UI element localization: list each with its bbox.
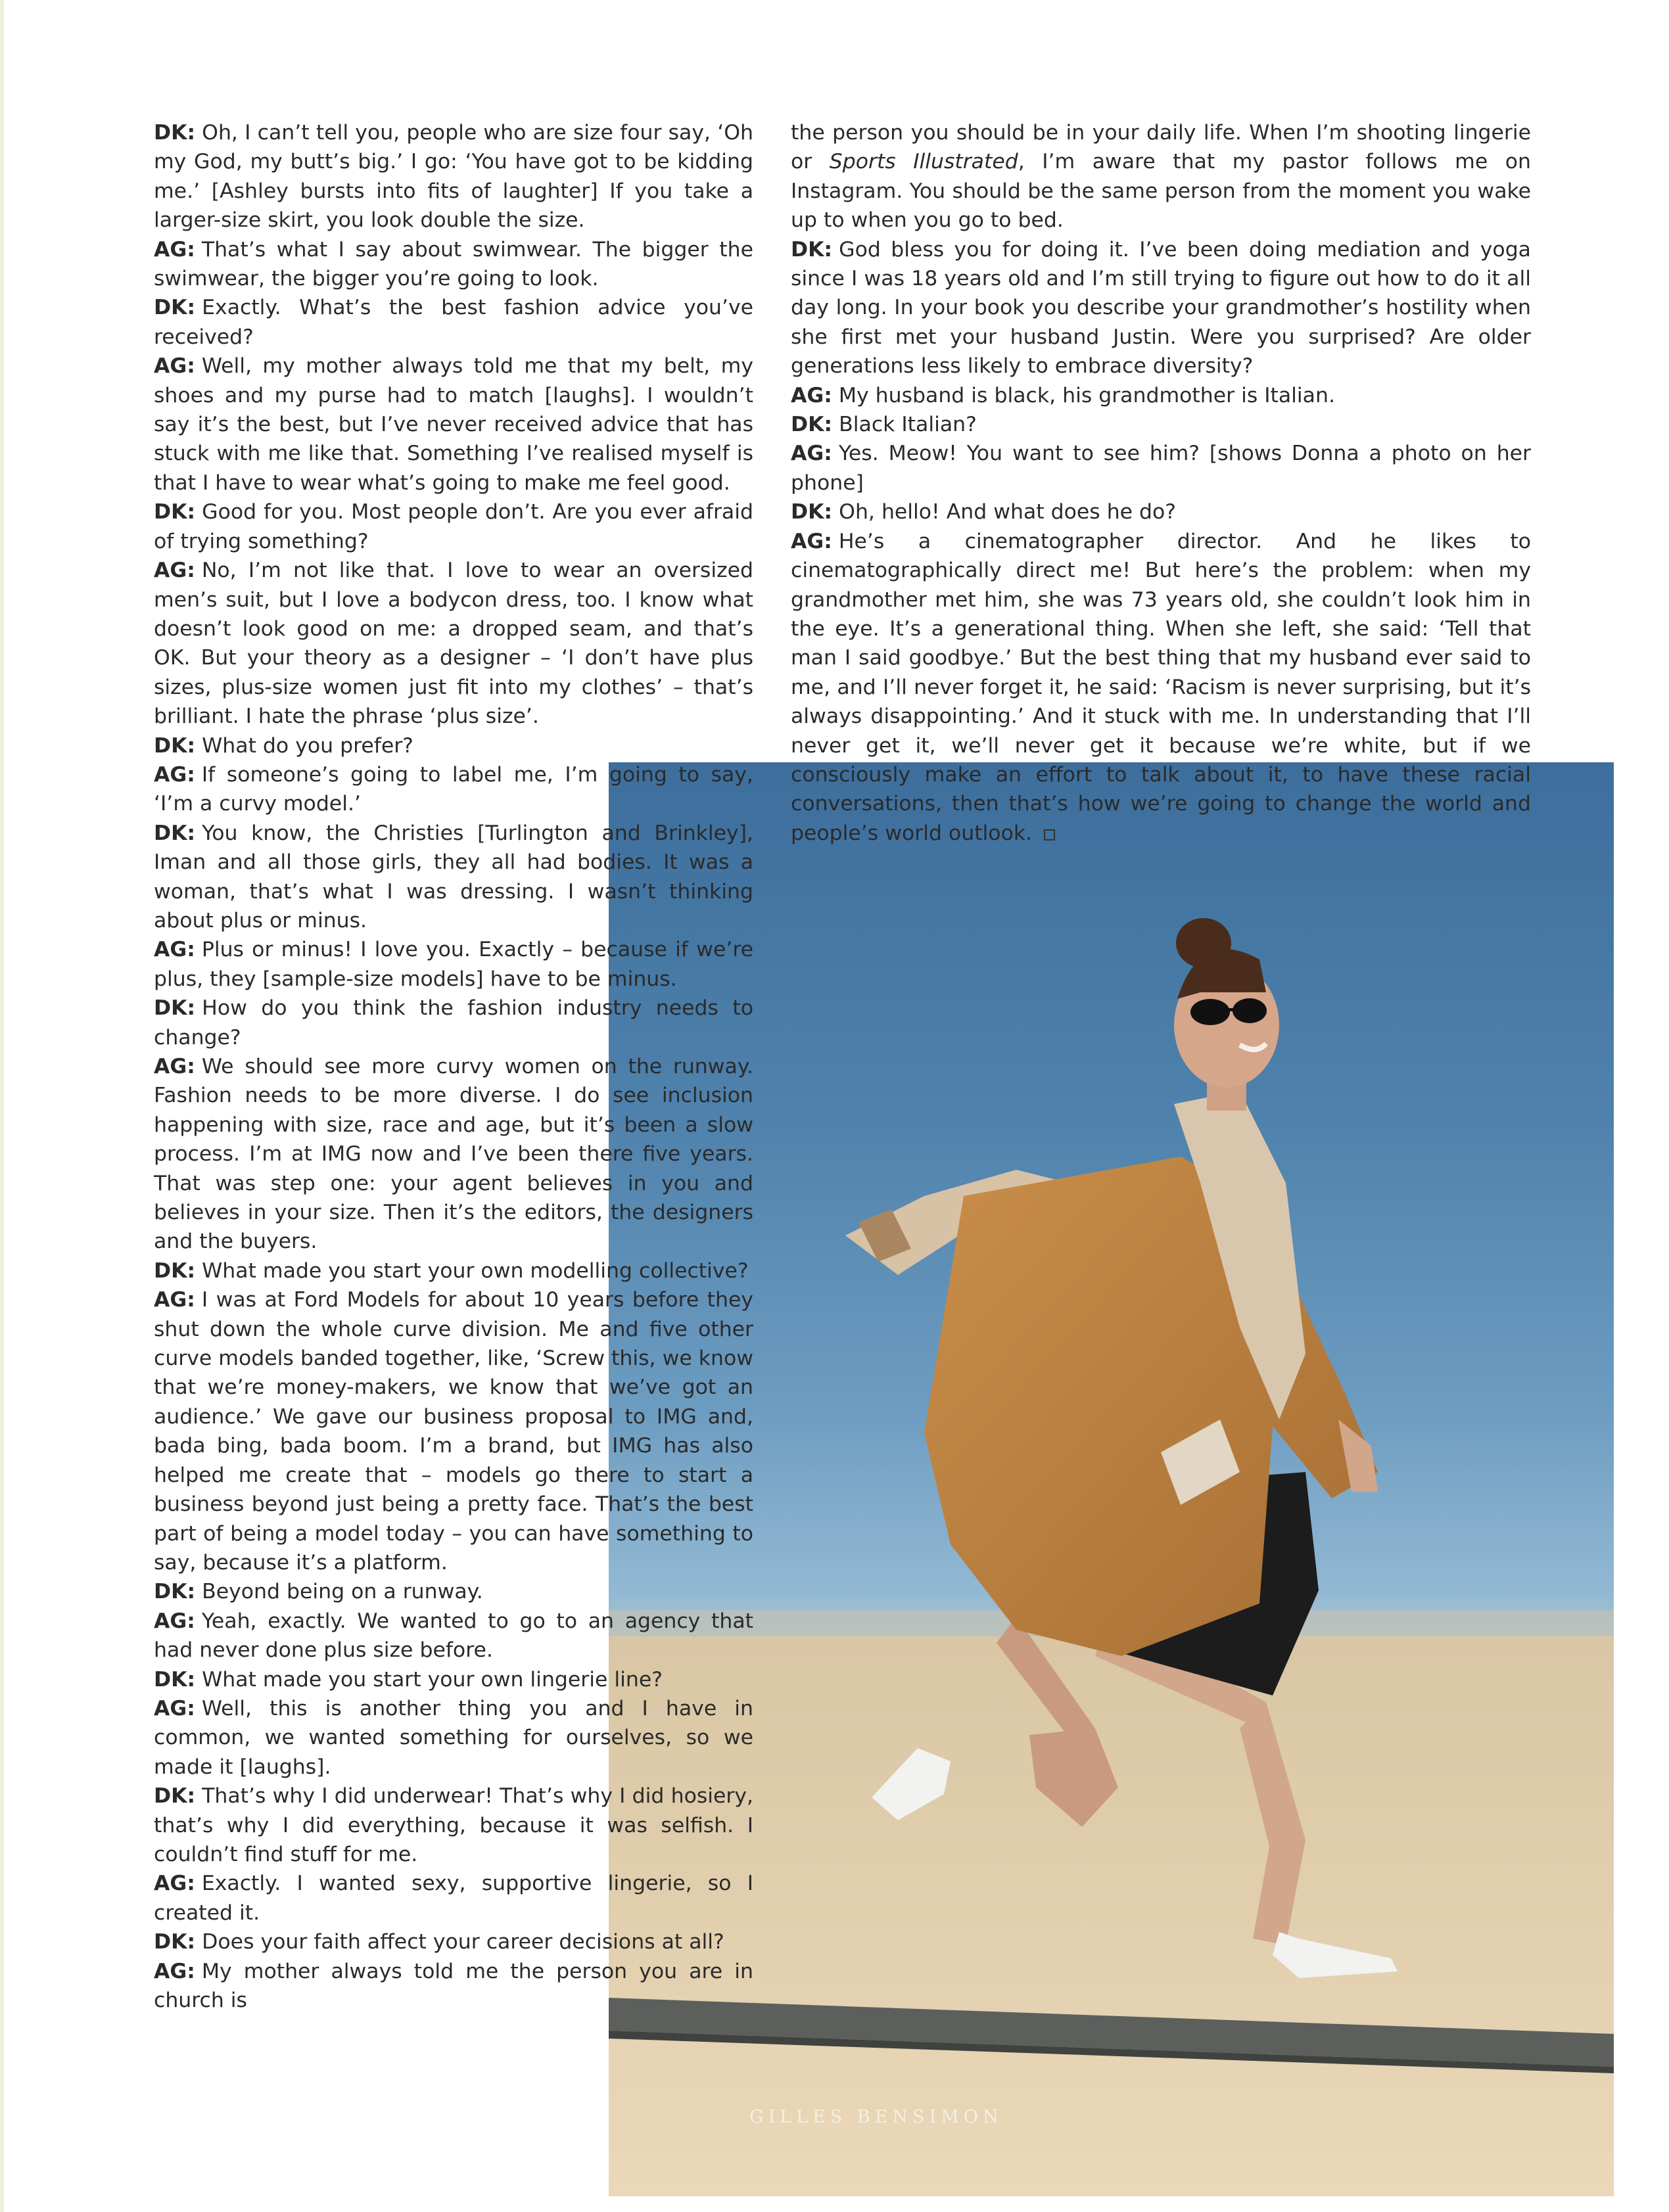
exchange-text: How do you think the fashion industry needs to change? <box>154 996 753 1049</box>
interview-exchange <box>791 381 1531 410</box>
exchange-text: Exactly. What’s the best fashion advice you’ve received? <box>154 296 753 349</box>
exchange-text: God bless you for doing it. I’ve been doing mediation and yoga since I was 18 years old and I’m still trying to figure out how to do it all day long. In your book you describe your grandmother’s hostility when she first met your husband Justin. Were you surprised? Are older generations less likely to embrace diversity? <box>791 237 1531 379</box>
photo-illustration <box>609 762 1614 2196</box>
exchange-text: If someone’s going to label me, I’m going to say, ‘I’m a curvy model.’ <box>154 762 753 816</box>
speaker-label: AG: <box>154 762 195 787</box>
continued-answer: the person you should be in your daily life. When I’m shooting lingerie or Sports Illustrated, I’m aware that my pastor follows me on Instagram. You should be the same person from the moment you wake up to when you go to bed. <box>791 121 1531 233</box>
exchange-text: Beyond being on a runway. <box>202 1580 483 1604</box>
exchange-text: What made you start your own lingerie line? <box>202 1667 663 1692</box>
exchange-text: Yeah, exactly. We wanted to go to an agency that had never done plus size before. <box>154 1609 753 1663</box>
speaker-label: DK: <box>154 1667 196 1692</box>
interview-exchange <box>154 731 753 760</box>
speaker-label: AG: <box>154 1872 195 1896</box>
interview-exchange <box>791 497 1531 526</box>
interview-exchange <box>154 935 753 994</box>
end-of-article-mark <box>1044 829 1055 841</box>
speaker-label: DK: <box>154 1930 196 1954</box>
exchange-text: Does your faith affect your career decisions at all? <box>202 1930 724 1954</box>
interview-exchange <box>154 1957 753 2016</box>
interview-right-column <box>791 118 1531 848</box>
interview-left-column <box>154 118 753 2015</box>
exchange-text: Black Italian? <box>839 413 977 437</box>
interview-exchange <box>791 527 1531 848</box>
interview-exchange <box>154 1927 753 1956</box>
page-edge <box>0 0 4 2212</box>
interview-exchange <box>154 1782 753 1869</box>
interview-exchange <box>154 1607 753 1665</box>
speaker-label: DK: <box>154 296 196 320</box>
interview-exchange <box>154 293 753 352</box>
photo-credit: GILLES BENSIMON <box>749 2107 1003 2127</box>
speaker-label: DK: <box>791 237 833 262</box>
speaker-label: AG: <box>791 529 832 553</box>
interview-exchange <box>154 118 753 235</box>
speaker-label: DK: <box>154 821 196 845</box>
exchange-text: We should see more curvy women on the runway. Fashion needs to be more diverse. I do see inclusion happening with size, race and age, but it’s been a slow process. I’m at IMG now and I’ve been there five years. That was step one: your agent believes in you and believes in your size. Then it’s the editors, the designers and the buyers. <box>154 1055 753 1254</box>
right-column-exchanges <box>791 235 1531 848</box>
speaker-label: AG: <box>154 1055 195 1078</box>
interview-exchange <box>154 1052 753 1256</box>
interview-exchange <box>154 760 753 819</box>
interview-exchange <box>154 1869 753 1927</box>
interview-exchange <box>791 235 1531 381</box>
interview-exchange <box>154 1285 753 1577</box>
interview-exchange <box>154 235 753 294</box>
interview-exchange <box>154 1577 753 1606</box>
interview-exchange <box>154 497 753 556</box>
speaker-label: AG: <box>154 354 195 379</box>
speaker-label: DK: <box>154 121 196 145</box>
exchange-text: Yes. Meow! You want to see him? [shows Donna a photo on her phone] <box>791 442 1531 495</box>
exchange-text: Oh, I can’t tell you, people who are size four say, ‘Oh my God, my butt’s big.’ I go: ‘You have got to be kidding me.’ [Ashley bursts into fits of laughter] If you take a larger-size skirt, you look double the size. <box>154 121 753 233</box>
exchange-text: No, I’m not like that. I love to wear an oversized men’s suit, but I love a bodycon dress, too. I know what doesn’t look good on me: a dropped seam, and that’s OK. But your theory as a designer – ‘I don’t have plus sizes, plus-size women just fit into my clothes’ – that’s brilliant. I hate the phrase ‘plus size’. <box>154 559 753 729</box>
interview-exchange <box>791 439 1531 497</box>
speaker-label: AG: <box>154 559 195 583</box>
interview-exchange <box>154 819 753 936</box>
speaker-label: DK: <box>791 413 833 437</box>
interview-exchange <box>154 352 753 497</box>
speaker-label: DK: <box>154 1580 196 1604</box>
exchange-text: Plus or minus! I love you. Exactly – because if we’re plus, they [sample-size models] have to be minus. <box>154 938 753 991</box>
exchange-text: My mother always told me the person you are in church is <box>154 1959 753 2012</box>
exchange-text: My husband is black, his grandmother is Italian. <box>838 383 1335 407</box>
speaker-label: DK: <box>154 1258 196 1283</box>
exchange-text: Good for you. Most people don’t. Are you ever afraid of trying something? <box>154 500 753 553</box>
speaker-label: AG: <box>154 938 195 962</box>
speaker-label: AG: <box>154 1696 195 1720</box>
photo-woman-running-on-beach <box>609 762 1614 2196</box>
speaker-label: DK: <box>154 733 196 758</box>
speaker-label: DK: <box>154 996 196 1021</box>
speaker-label: AG: <box>154 1959 195 1983</box>
interview-exchange <box>791 410 1531 439</box>
exchange-text: He’s a cinematographer director. And he likes to cinematographically direct me! But here’s the problem: when my grandmother met him, she was 73 years old, she couldn’t look him in the eye. It’s a generational thing. When she left, she said: ‘Tell that man I said goodbye.’ But the best thing that my husband ever said to me, and I’ll never forget it, he said: ‘Racism is never surprising, but it’s always disappointing.’ And it stuck with me. In understanding that I’ll never get it, we’ll never get it because we’re white, but if we consciously make an effort to talk about it, to have these racial conversations, then that’s how we’re going to change the world and people’s world outlook. <box>791 529 1531 845</box>
speaker-label: AG: <box>154 1288 195 1312</box>
speaker-label: AG: <box>154 1609 195 1633</box>
exchange-text: Well, this is another thing you and I have in common, we wanted something for ourselves, so we made it [laughs]. <box>154 1696 753 1779</box>
speaker-label: DK: <box>791 500 833 524</box>
speaker-label: AG: <box>791 442 832 466</box>
exchange-text: Exactly. I wanted sexy, supportive lingerie, so I created it. <box>154 1872 753 1925</box>
interview-exchange <box>154 556 753 731</box>
exchange-text: I was at Ford Models for about 10 years before they shut down the whole curve division. Me and five other curve models banded together, like, ‘Screw this, we know that we’re money-makers, we know that we’ve got an audience.’ We gave our business proposal to IMG and, bada bing, bada boom. I’m a brand, but IMG has also helped me create that – models go there to start a business beyond just being a pretty face. That’s the best part of being a model today – you can have something to say, because it’s a platform. <box>154 1288 753 1575</box>
speaker-label: AG: <box>791 383 832 407</box>
speaker-label: AG: <box>154 237 195 262</box>
interview-exchange <box>154 1694 753 1782</box>
exchange-text: That’s why I did underwear! That’s why I did hosiery, that’s why I did everything, because it was selfish. I couldn’t find stuff for me. <box>154 1784 753 1866</box>
interview-exchange <box>154 1665 753 1694</box>
exchange-text: What made you start your own modelling collective? <box>202 1258 749 1283</box>
interview-exchange <box>154 1256 753 1285</box>
speaker-label: DK: <box>154 1784 196 1809</box>
exchange-text: That’s what I say about swimwear. The bigger the swimwear, the bigger you’re going to look. <box>154 237 753 291</box>
interview-exchange <box>154 994 753 1052</box>
exchange-text: Oh, hello! And what does he do? <box>839 500 1177 524</box>
speaker-label: DK: <box>154 500 196 524</box>
exchange-text: What do you prefer? <box>202 733 413 758</box>
exchange-text: You know, the Christies [Turlington and Brinkley], Iman and all those girls, they all had bodies. It was a woman, that’s what I was dressing. I wasn’t thinking about plus or minus. <box>154 821 753 933</box>
exchange-text: Well, my mother always told me that my belt, my shoes and my purse had to match [laughs]. I wouldn’t say it’s the best, but I’ve never received advice that has stuck with me like that. Something I’ve realised myself is that I have to wear what’s going to make me feel good. <box>154 354 753 495</box>
